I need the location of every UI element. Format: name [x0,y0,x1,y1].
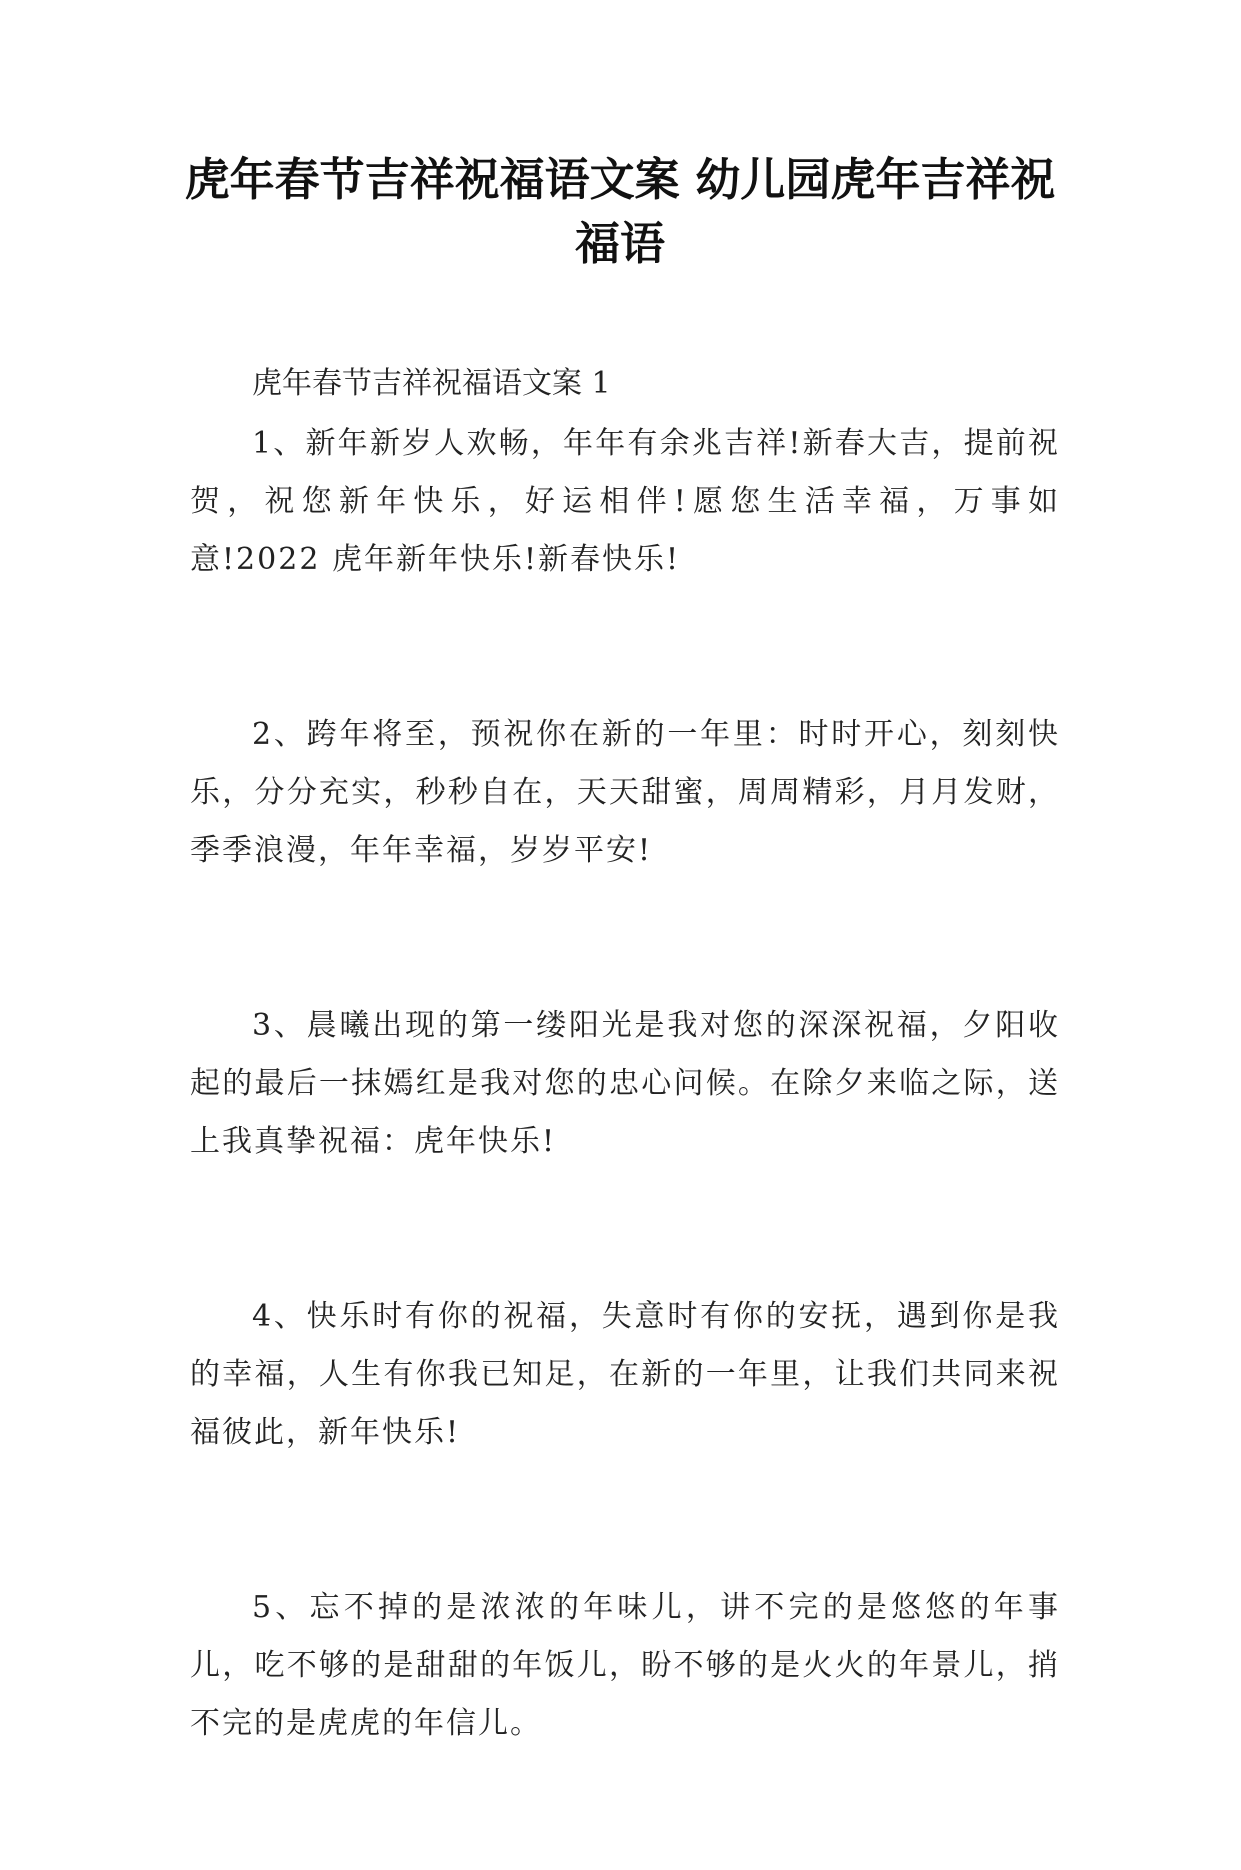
document-title: 虎年春节吉祥祝福语文案 幼儿园虎年吉祥祝福语 [184,153,1056,270]
document-body [190,355,1060,1870]
section-heading: 虎年春节吉祥祝福语文案 1 [252,366,611,401]
paragraph-5: 5、忘不掉的是浓浓的年味儿，讲不完的是悠悠的年事儿，吃不够的是甜甜的年饭儿，盼不够的是火火的年景儿，捎不完的是虎虎的年信儿。 [190,1590,1060,1741]
paragraph-2: 2、跨年将至，预祝你在新的一年里：时时开心，刻刻快乐，分分充实，秒秒自在，天天甜蜜，周周精彩，月月发财，季季浪漫，年年幸福，岁岁平安! [190,717,1060,868]
paragraph-1: 1、新年新岁人欢畅，年年有余兆吉祥!新春大吉，提前祝贺，祝您新年快乐，好运相伴!愿您生活幸福，万事如意!2022 虎年新年快乐!新春快乐! [190,426,1060,577]
paragraph-3: 3、晨曦出现的第一缕阳光是我对您的深深祝福，夕阳收起的最后一抹嫣红是我对您的忠心问候。在除夕来临之际，送上我真挚祝福：虎年快乐! [190,1008,1060,1159]
paragraph-4: 4、快乐时有你的祝福，失意时有你的安抚，遇到你是我的幸福，人生有你我已知足，在新的一年里，让我们共同来祝福彼此，新年快乐! [190,1299,1060,1450]
